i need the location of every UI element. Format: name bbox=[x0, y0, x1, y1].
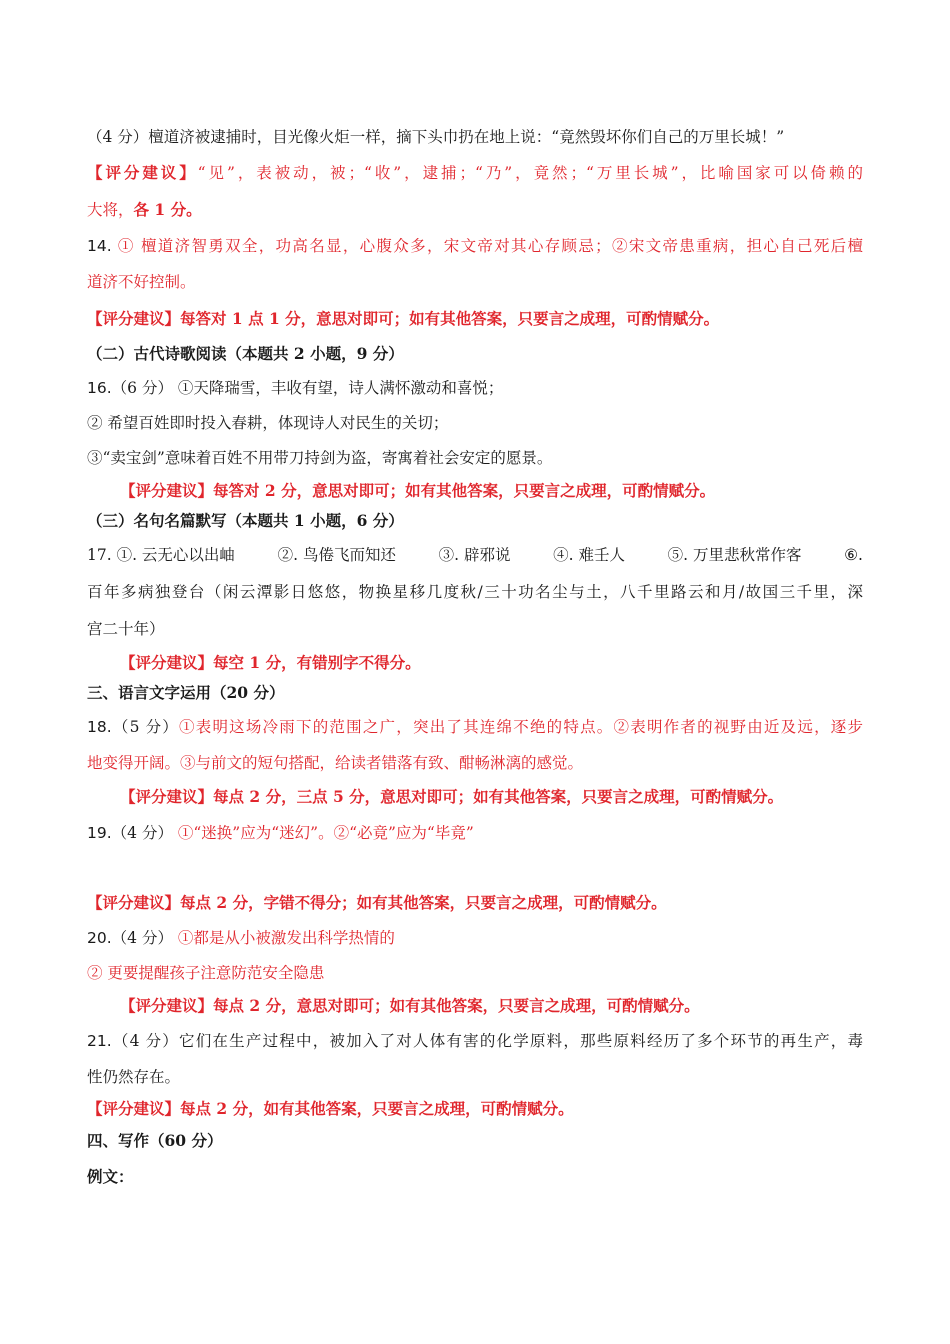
text-run: ① 檀道济智勇双全，功高名显，心腹众多，宋文帝对其心存顾忌；②宋文帝患重病，担心自己死后檀 bbox=[117, 237, 863, 255]
text-line bbox=[87, 377, 863, 399]
text-line bbox=[87, 510, 863, 532]
text-run: 百年多病独登台（闲云潭影日悠悠，物换星移几度秋/三十功名尘与土，八千里路云和月/故国三千里，深 bbox=[87, 583, 863, 601]
text-run: 【评分建议】每空 1 分，有错别字不得分。 bbox=[120, 653, 421, 672]
text-run: 18. bbox=[87, 718, 112, 736]
text-run: （4 分）它们在生产过程中，被加入了对人体有害的化学原料，那些原料经历了多个环节的再生产，毒 bbox=[111, 1032, 863, 1050]
text-run: ①表明这场冷雨下的范围之广，突出了其连绵不绝的特点。②表明作者的视野由近及远，逐步 bbox=[179, 718, 863, 736]
text-run: 三、语言文字运用（20 分） bbox=[87, 683, 285, 702]
text-run: 例文： bbox=[87, 1167, 134, 1186]
text-line bbox=[120, 786, 896, 808]
text-line bbox=[120, 652, 896, 674]
text-run: （5 分） bbox=[111, 718, 180, 736]
text-run: 【评分建议】 bbox=[87, 163, 198, 182]
text-run: 19. bbox=[87, 824, 112, 842]
text-run: ② 希望百姓即时投入春耕，体现诗人对民生的关切； bbox=[87, 414, 449, 432]
text-run: （二）古代诗歌阅读（本题共 2 小题，9 分） bbox=[87, 344, 404, 363]
text-run: ⑤. 万里悲秋常作客 bbox=[667, 546, 802, 564]
text-line bbox=[87, 618, 863, 640]
text-run: 性仍然存在。 bbox=[87, 1068, 181, 1086]
text-run: 大将， bbox=[87, 201, 134, 219]
text-run: ①“迷换”应为“迷幻”。②“必竟”应为“毕竟” bbox=[177, 824, 474, 842]
text-line bbox=[87, 412, 863, 434]
text-run: 地变得开阔。③与前文的短句搭配，给读者错落有致、酣畅淋漓的感觉。 bbox=[87, 754, 584, 772]
text-run: 【评分建议】每点 2 分，字错不得分；如有其他答案，只要言之成理，可酌情赋分。 bbox=[87, 893, 667, 912]
text-run: ④. 难壬人 bbox=[553, 546, 625, 564]
text-line bbox=[87, 1166, 863, 1188]
text-run: 道济不好控制。 bbox=[87, 273, 196, 291]
text-run: ②. 鸟倦飞而知还 bbox=[277, 546, 396, 564]
text-run: ③. 辟邪说 bbox=[438, 546, 511, 564]
text-line bbox=[87, 1066, 863, 1088]
text-run: （4 分） bbox=[111, 824, 178, 842]
text-run: （6 分） ①天降瑞雪，丰收有望，诗人满怀激动和喜悦； bbox=[111, 379, 504, 397]
text-line bbox=[87, 716, 863, 738]
text-run: 【评分建议】每点 2 分，意思对即可；如有其他答案，只要言之成理，可酌情赋分。 bbox=[120, 996, 700, 1015]
text-line bbox=[120, 480, 896, 502]
text-line bbox=[87, 682, 863, 704]
text-line bbox=[87, 892, 863, 914]
text-run: ③“卖宝剑”意味着百姓不用带刀持剑为盗，寄寓着社会安定的愿景。 bbox=[87, 449, 553, 467]
text-line bbox=[87, 1098, 863, 1120]
text-run: 四、写作（60 分） bbox=[87, 1131, 223, 1150]
text-run: 16. bbox=[87, 379, 112, 397]
text-line bbox=[87, 752, 863, 774]
text-line bbox=[87, 199, 863, 221]
text-run: 21. bbox=[87, 1032, 112, 1050]
text-run: （三）名句名篇默写（本题共 1 小题，6 分） bbox=[87, 511, 404, 530]
text-line bbox=[87, 343, 863, 365]
text-run: 各 1 分。 bbox=[133, 200, 202, 219]
text-line bbox=[87, 544, 863, 566]
text-line bbox=[87, 308, 863, 330]
text-run: 【评分建议】每答对 1 点 1 分，意思对即可；如有其他答案，只要言之成理，可酌情赋分。 bbox=[87, 309, 720, 328]
text-line bbox=[87, 162, 863, 184]
text-run: （4 分） bbox=[111, 929, 178, 947]
text-run: ⑥. bbox=[844, 546, 863, 564]
text-line bbox=[87, 581, 863, 603]
text-line bbox=[87, 927, 863, 949]
text-run: （4 分）檀道济被逮捕时，目光像火炬一样，摘下头巾扔在地上说：“竟然毁坏你们自己的万里长城！” bbox=[87, 128, 785, 146]
text-run: ①都是从小被激发出科学热情的 bbox=[177, 929, 395, 947]
text-line bbox=[87, 1030, 863, 1052]
text-line bbox=[87, 822, 863, 844]
text-run: 14. bbox=[87, 237, 118, 255]
text-line bbox=[87, 235, 863, 257]
text-run: 宫二十年） bbox=[87, 620, 165, 638]
text-run: 17. ①. 云无心以出岫 bbox=[87, 546, 235, 564]
text-line bbox=[87, 962, 863, 984]
text-run: 【评分建议】每点 2 分，三点 5 分，意思对即可；如有其他答案，只要言之成理，可酌情赋分。 bbox=[120, 787, 784, 806]
text-run: 20. bbox=[87, 929, 112, 947]
text-run: ② 更要提醒孩子注意防范安全隐患 bbox=[87, 964, 325, 982]
text-line bbox=[87, 1130, 863, 1152]
text-run: 【评分建议】每点 2 分，如有其他答案，只要言之成理，可酌情赋分。 bbox=[87, 1099, 574, 1118]
text-line bbox=[87, 271, 863, 293]
text-line bbox=[87, 126, 863, 148]
text-run: “见”，表被动，被；“收”，逮捕；“乃”，竟然；“万里长城”，比喻国家可以倚赖的 bbox=[197, 164, 863, 182]
text-line bbox=[120, 995, 896, 1017]
text-line bbox=[87, 447, 863, 469]
text-run: 【评分建议】每答对 2 分，意思对即可；如有其他答案，只要言之成理，可酌情赋分。 bbox=[120, 481, 716, 500]
